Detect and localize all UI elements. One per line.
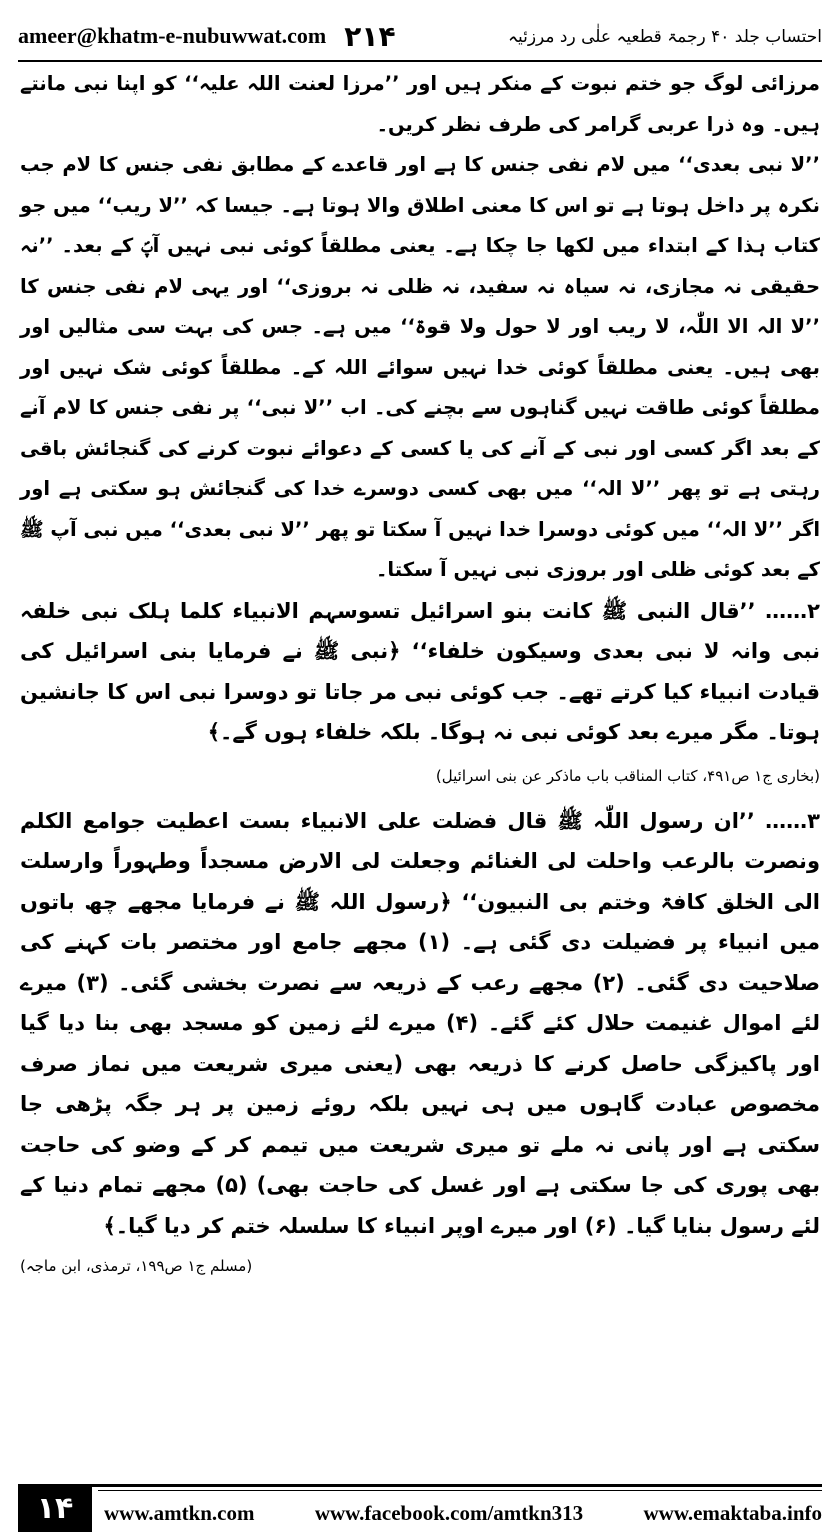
footer-url-emaktaba[interactable]: www.emaktaba.info bbox=[643, 1500, 822, 1525]
footer-url-facebook[interactable]: www.facebook.com/amtkn313 bbox=[314, 1500, 584, 1525]
footer-rule-thin bbox=[98, 1490, 822, 1491]
footer-urls bbox=[104, 1496, 822, 1530]
footer-rule bbox=[18, 1484, 822, 1487]
page-header bbox=[18, 14, 822, 58]
reference-muslim: (مسلم ج۱ ص۱۹۹، ترمذی، ابن ماجہ) bbox=[20, 1257, 253, 1275]
page-body bbox=[20, 64, 820, 1448]
paragraph-intro: مرزائی لوگ جو ختم نبوت کے منکر ہیں اور ’’مرزا لعنت اللہ علیہ‘‘ کو اپنا نبی مانتے ہیں۔ وہ ذرا عربی گرامر کی طرف نظر کریں۔ bbox=[20, 72, 820, 136]
paragraph-grammar: ’’لا نبی بعدی‘‘ میں لام نفی جنس کا ہے اور قاعدے کے مطابق نفی جنس کا لام جب نکرہ پر داخل ہوتا ہے تو اس کا معنی اطلاق والا ہوتا ہے۔ جیسا کہ ’’لا ریب‘‘ میں جو کتاب ہذا کے ابتداء میں لکھا جا چکا ہے۔ یعنی مطلقاً کوئی نبی نہیں آپؐ کے بعد۔ ’’نہ حقیقی نہ مجازی، نہ سیاہ نہ سفید، نہ ظلی نہ بروزی‘‘ اور یہی لام نفی جنس کا ’’لا الہ الا اللّٰہ، لا ریب اور لا حول ولا قوۃ‘‘ میں ہے۔ جس کی بہت سی مثالیں اور بھی ہیں۔ یعنی مطلقاً کوئی خدا نہیں سوائے اللہ کے۔ مطلقاً کوئی شک نہیں اور مطلقاً کوئی طاقت نہیں گناہوں سے بچنے کی۔ اب ’’لا نبی‘‘ پر نفی جنس کا لام آنے کے بعد اگر کسی اور نبی کے آنے کی یا کسی کے دعوائے نبوت کرنے کی گنجائش باقی رہتی ہے تو پھر ’’لا الہ‘‘ میں بھی کسی دوسرے خدا کی گنجائش ہو سکتی ہے اور اگر ’’لا الہ‘‘ میں کوئی دوسرا خدا نہیں آ سکتا تو پھر ’’لا نبی بعدی‘‘ میں نبی آپ ﷺ کے بعد کوئی ظلی اور بروزی نبی نہیں آ سکتا۔ bbox=[20, 153, 820, 581]
running-title: احتساب جلد ۴۰ رجمۃ قطعیہ علٰی رد مرزئیہ bbox=[508, 26, 822, 47]
header-left bbox=[18, 20, 396, 53]
paragraph-hadith-3-text: ۳…… ’’ان رسول اللّٰہ ﷺ قال فضلت علی الانبیاء بست اعطیت جوامع الکلم ونصرت بالرعب واحلت لی الغنائم وجعلت لی الارض مسجداً وطہوراً وارسلت الی الخلق کافۃ وختم بی النبیون‘‘ ﴿رسول اللہ ﷺ نے فرمایا مجھے چھ باتوں میں انبیاء پر فضیلت دی گئی ہے۔ (۱) مجھے جامع اور مختصر بات کہنے کی صلاحیت دی گئی۔ (۲) مجھے رعب کے ذریعہ سے نصرت بخشی گئی۔ (۳) میرے لئے اموال غنیمت حلال کئے گئے۔ (۴) میرے لئے زمین کو مسجد بھی بنا دیا گیا اور پاکیزگی حاصل کرنے کا ذریعہ بھی (یعنی میری شریعت میں نماز صرف مخصوص عبادت گاہوں میں ہی نہیں بلکہ روئے زمین پر ہر جگہ پڑھی جا سکتی ہے اور پانی نہ ملے تو میری شریعت میں تیمم کر کے وضو کی حاجت بھی پوری کی جا سکتی ہے اور غسل کی حاجت بھی) (۵) مجھے تمام دنیا کے لئے رسول بنایا گیا۔ (۶) اور میرے اوپر انبیاء کا سلسلہ ختم کر دیا گیا۔﴾ bbox=[20, 808, 820, 1238]
page-number: ۲۱۴ bbox=[344, 19, 396, 53]
paragraph-hadith-2: ۲…… ’’قال النبی ﷺ کانت بنو اسرائیل تسوسہم الانبیاء کلما ہلک نبی خلفہ نبی وانہ لا نبی بعدی وسیکون خلفاء‘‘ ﴿نبی ﷺ نے فرمایا بنی اسرائیل کی قیادت انبیاء کیا کرتے تھے۔ جب کوئی نبی مر جاتا تو دوسرا نبی اس کا جانشین ہوتا۔ مگر میرے بعد کوئی نبی نہ ہوگا۔ بلکہ خلفاء ہوں گے۔﴾ bbox=[20, 598, 820, 744]
paragraph-hadith-3 bbox=[20, 801, 820, 1275]
reference-bukhari: (بخاری ج۱ ص۴۹۱، کتاب المناقب باب ماذکر عن بنی اسرائیل) bbox=[435, 766, 820, 785]
header-rule bbox=[18, 60, 822, 62]
header-email[interactable]: ameer@khatm-e-nubuwwat.com bbox=[18, 23, 327, 48]
footer-page-box: ۱۴ bbox=[18, 1484, 92, 1532]
footer-url-amtkn[interactable]: www.amtkn.com bbox=[104, 1500, 255, 1525]
